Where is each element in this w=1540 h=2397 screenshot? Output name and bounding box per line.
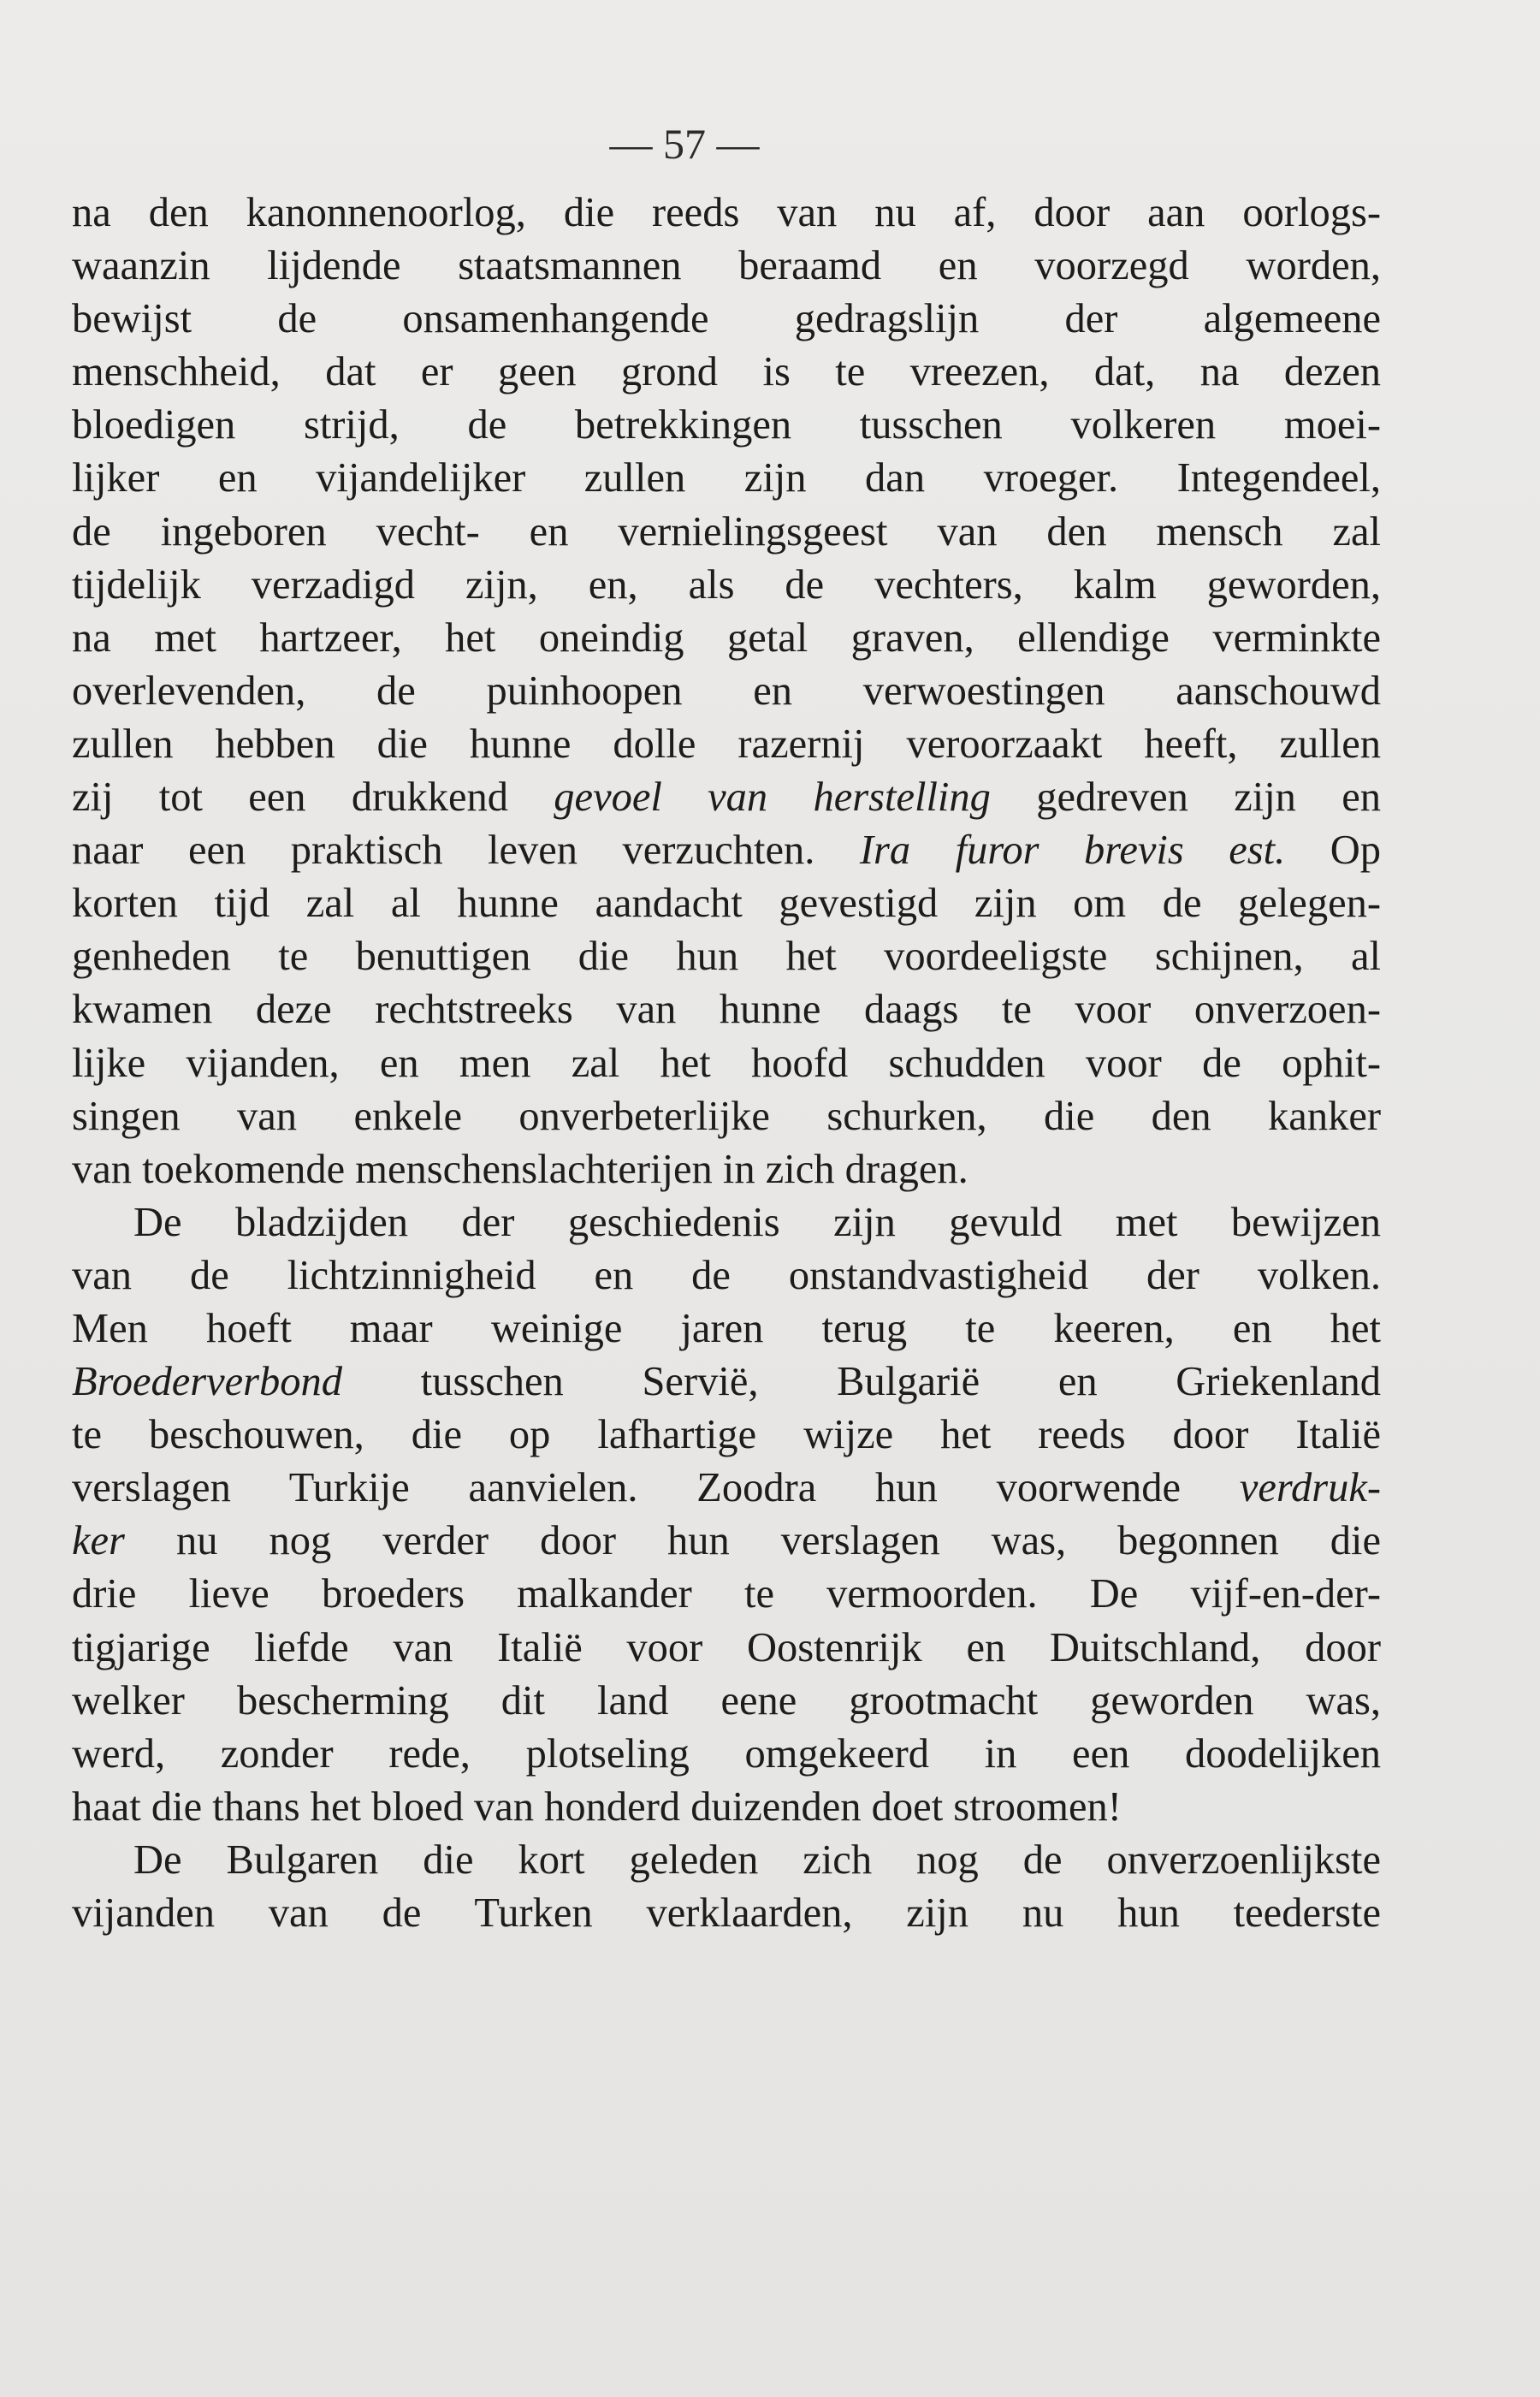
- text-segment: drie lieve broeders malkander te vermoorden. De vijf-en-der-: [72, 1571, 1381, 1617]
- text-segment: na den kanonnenoorlog, die reeds van nu af, door aan oorlogs-: [72, 190, 1381, 235]
- text-segment: te beschouwen, die op lafhartige wijze het reeds door Italië: [72, 1412, 1381, 1458]
- text-segment: bloedigen strijd, de betrekkingen tusschen volkeren moei-: [72, 402, 1381, 448]
- text-segment: naar een praktisch leven verzuchten.: [72, 828, 860, 874]
- text-line: [72, 877, 1381, 930]
- body-text: [72, 187, 1381, 1940]
- text-segment: genheden te benuttigen die hun het voordeeligste schijnen, al: [72, 934, 1381, 980]
- text-segment: kwamen deze rechtstreeks van hunne daags te voor onverzoen-: [72, 987, 1381, 1033]
- text-line: [72, 346, 1381, 399]
- text-segment: tijdelijk verzadigd zijn, en, als de vechters, kalm geworden,: [72, 561, 1381, 608]
- text-segment: na met hartzeer, het oneindig getal graven, ellendige verminkte: [72, 614, 1381, 661]
- text-segment: lijker en vijandelijker zullen zijn dan vroeger. Integendeel,: [72, 455, 1381, 501]
- text-segment: overlevenden, de puinhoopen en verwoestingen aanschouwd: [72, 667, 1381, 714]
- text-line: [72, 612, 1381, 665]
- text-line: [72, 1143, 1381, 1196]
- text-line: [72, 824, 1381, 877]
- text-line: [72, 1196, 1381, 1249]
- text-segment: zij tot een drukkend: [72, 774, 554, 821]
- text-segment: van toekomende menschenslachterijen in zich dragen.: [72, 1146, 968, 1192]
- text-line: [72, 771, 1381, 824]
- italic-text: ker: [72, 1518, 125, 1564]
- text-line: [72, 506, 1381, 559]
- text-line: [72, 1302, 1381, 1356]
- text-line: [72, 930, 1381, 983]
- text-line: [72, 1781, 1381, 1834]
- text-line: [72, 1728, 1381, 1781]
- text-line: [72, 718, 1381, 771]
- page-number: — 57 —: [609, 120, 760, 168]
- text-line: [72, 983, 1381, 1036]
- text-segment: haat die thans het bloed van honderd duizenden doet stroomen!: [72, 1783, 1122, 1830]
- text-segment: tigjarige liefde van Italië voor Oostenrijk en Duitschland, door: [72, 1624, 1381, 1670]
- text-segment: De Bulgaren die kort geleden zich nog de onverzoenlijkste: [133, 1836, 1381, 1883]
- text-line: [72, 559, 1381, 612]
- text-segment: korten tijd zal al hunne aandacht gevestigd zijn om de gelegen-: [72, 881, 1381, 927]
- text-segment: de ingeboren vecht- en vernielingsgeest van den mensch zal: [72, 508, 1381, 555]
- text-segment: Men hoeft maar weinige jaren terug te keeren, en het: [72, 1305, 1381, 1351]
- text-line: [72, 1462, 1381, 1515]
- text-segment: lijke vijanden, en men zal het hoofd schudden voor de ophit-: [72, 1040, 1381, 1086]
- text-line: [72, 1622, 1381, 1675]
- text-line: [72, 1249, 1381, 1302]
- text-line: [72, 1568, 1381, 1621]
- text-line: [72, 1834, 1381, 1887]
- text-line: [72, 1356, 1381, 1409]
- text-segment: van de lichtzinnigheid en de onstandvastigheid der volken.: [72, 1252, 1381, 1298]
- text-segment: singen van enkele onverbeterlijke schurken, die den kanker: [72, 1093, 1381, 1139]
- text-line: [72, 1037, 1381, 1090]
- text-segment: verslagen Turkije aanvielen. Zoodra hun voorwende: [72, 1465, 1240, 1511]
- text-line: [72, 240, 1381, 293]
- italic-text: Ira furor brevis est.: [859, 828, 1286, 874]
- text-line: [72, 1887, 1381, 1940]
- text-line: [72, 187, 1381, 240]
- text-line: [72, 1409, 1381, 1462]
- text-line: [72, 452, 1381, 505]
- text-segment: welker bescherming dit land eene grootmacht geworden was,: [72, 1677, 1381, 1724]
- text-segment: waanzin lijdende staatsmannen beraamd en voorzegd worden,: [72, 243, 1381, 289]
- text-line: [72, 293, 1381, 346]
- text-segment: De bladzijden der geschiedenis zijn gevuld met bewijzen: [133, 1199, 1381, 1245]
- text-line: [72, 1675, 1381, 1728]
- text-line: [72, 399, 1381, 452]
- text-segment: zullen hebben die hunne dolle razernij veroorzaakt heeft, zullen: [72, 721, 1381, 767]
- text-segment: tusschen Servië, Bulgarië en Griekenland: [342, 1359, 1381, 1405]
- text-line: [72, 1515, 1381, 1568]
- italic-text: Broederverbond: [72, 1359, 343, 1405]
- text-line: [72, 1090, 1381, 1143]
- text-segment: vijanden van de Turken verklaarden, zijn nu hun teederste: [72, 1890, 1381, 1936]
- italic-text: verdruk-: [1239, 1465, 1381, 1511]
- text-segment: werd, zonder rede, plotseling omgekeerd in een doodelijken: [72, 1730, 1381, 1777]
- text-segment: menschheid, dat er geen grond is te vreezen, dat, na dezen: [72, 349, 1381, 395]
- text-segment: Op: [1285, 828, 1381, 874]
- text-segment: nu nog verder door hun verslagen was, begonnen die: [124, 1518, 1381, 1564]
- text-line: [72, 665, 1381, 718]
- text-segment: gedreven zijn en: [990, 774, 1381, 821]
- text-segment: bewijst de onsamenhangende gedragslijn der algemeene: [72, 296, 1381, 342]
- italic-text: gevoel van herstelling: [554, 774, 991, 821]
